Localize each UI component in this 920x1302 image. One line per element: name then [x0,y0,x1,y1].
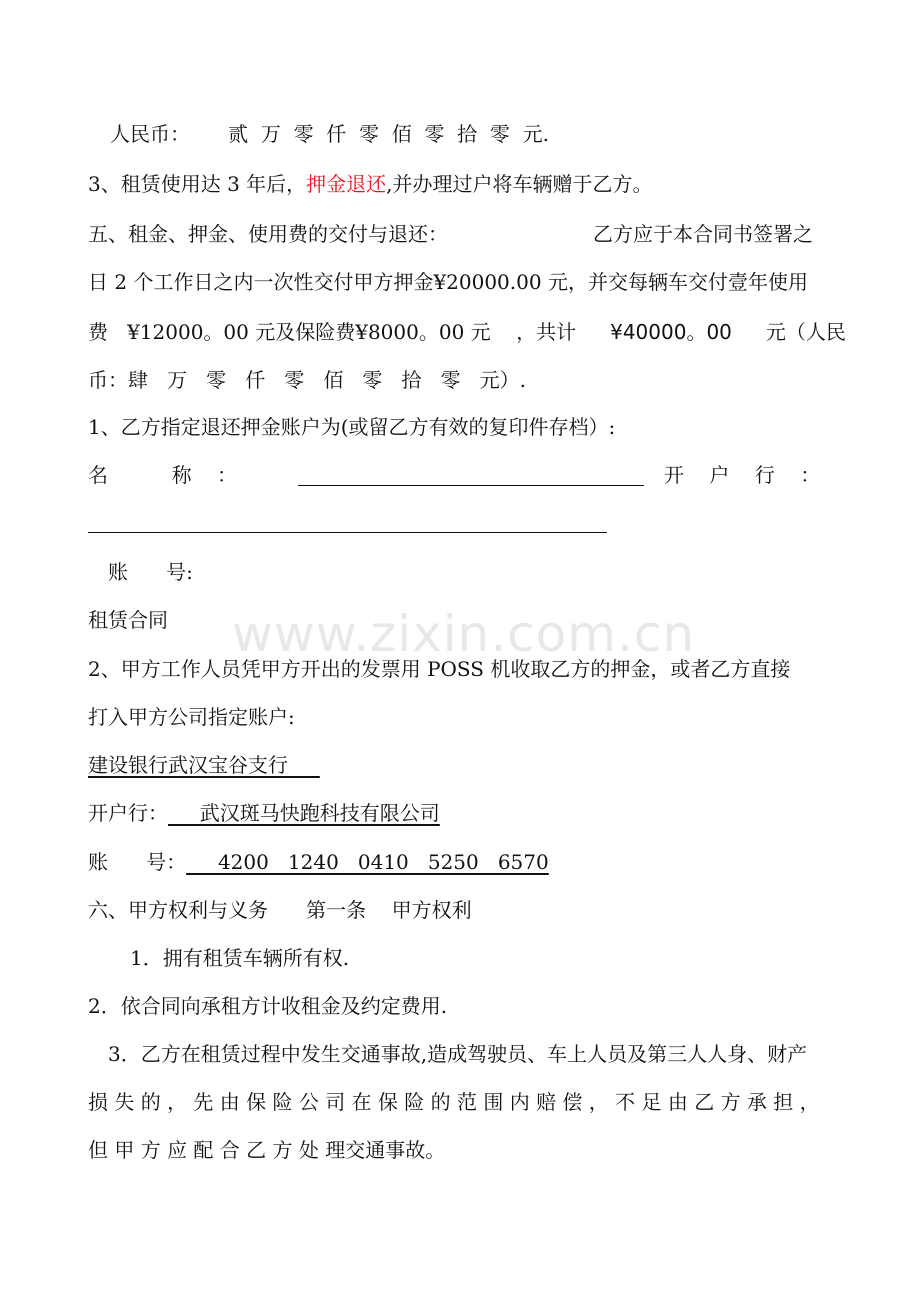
account-number-line [88,849,549,875]
rmb-open: 元（人民 [765,320,846,344]
right-2: 2．依合同向承租方计收租金及约定费用. [88,994,448,1018]
watermark: www.zixin.com.cn [232,605,696,663]
open-bank-label: 开户行： [88,801,168,825]
name-blank-line [298,485,644,486]
open-bank-value: 武汉斑马快跑科技有限公司 [168,801,440,825]
item-3-suffix: ,并办理过户将车辆赠于乙方。 [386,172,653,196]
rmb-amount-line: 人民币： 贰 万 零 仟 零 佰 零 拾 零 元. [110,122,549,146]
right-3-line-2: 损 失 的 ， 先 由 保 险 公 司 在 保 险 的 范 围 内 赔 偿 ， 不 足 由 乙 方 承 担 ， [88,1090,820,1114]
section-6-heading: 六、甲方权利与义务 第一条 甲方权利 [88,898,472,922]
item-3-prefix: 3、租赁使用达 3 年后， [88,172,307,196]
item-1-line: 1、乙方指定退还押金账户为(或留乙方有效的复印件存档）: [88,415,616,439]
section-5-heading: 五、租金、押金、使用费的交付与退还： [88,222,448,246]
right-3-line-1: 3．乙方在租赁过程中发生交通事故,造成驾驶员、车上人员及第三人人身、财产 [108,1042,808,1066]
account-number-value: 4200 1240 0410 5250 6570 [186,850,549,874]
section-5-line-4: 币：肆 万 零 仟 零 佰 零 拾 零 元）. [88,368,527,392]
item-2-line-1: 2、甲方工作人员凭甲方开出的发票用 POSS 机收取乙方的押金，或者乙方直接 [88,657,791,681]
item-3-line [88,171,653,197]
name-label: 名 称 ： [88,463,238,487]
section-5-line-3 [88,319,846,345]
heading: 租赁合同 [88,608,168,632]
fee-text: 费 ¥12000。00 元及保险费¥8000。00 元 ，共计 [88,320,577,344]
bank-blank-line [88,532,607,533]
account-number-label: 账 号： [88,850,187,874]
total-amount: ¥40000。00 [610,320,732,344]
right-3-line-3: 但 甲 方 应 配 合 乙 方 处 理交通事故。 [88,1138,446,1162]
open-bank-line [88,800,440,826]
item-2-line-2: 打入甲方公司指定账户: [88,705,295,729]
section-5-text-start: 乙方应于本合同书签署之 [593,222,813,246]
bank-label: 开 户 行 ： [664,463,821,487]
bank-name: 建设银行武汉宝谷支行 [88,753,320,777]
right-1: 1．拥有租赁车辆所有权. [130,946,350,970]
deposit-refund-highlight: 押金退还 [306,172,387,196]
section-5-line-2: 日 2 个工作日之内一次性交付甲方押金¥20000.00 元，并交每辆车交付壹年使用 [88,270,808,294]
account-label: 账 号: [108,560,193,584]
